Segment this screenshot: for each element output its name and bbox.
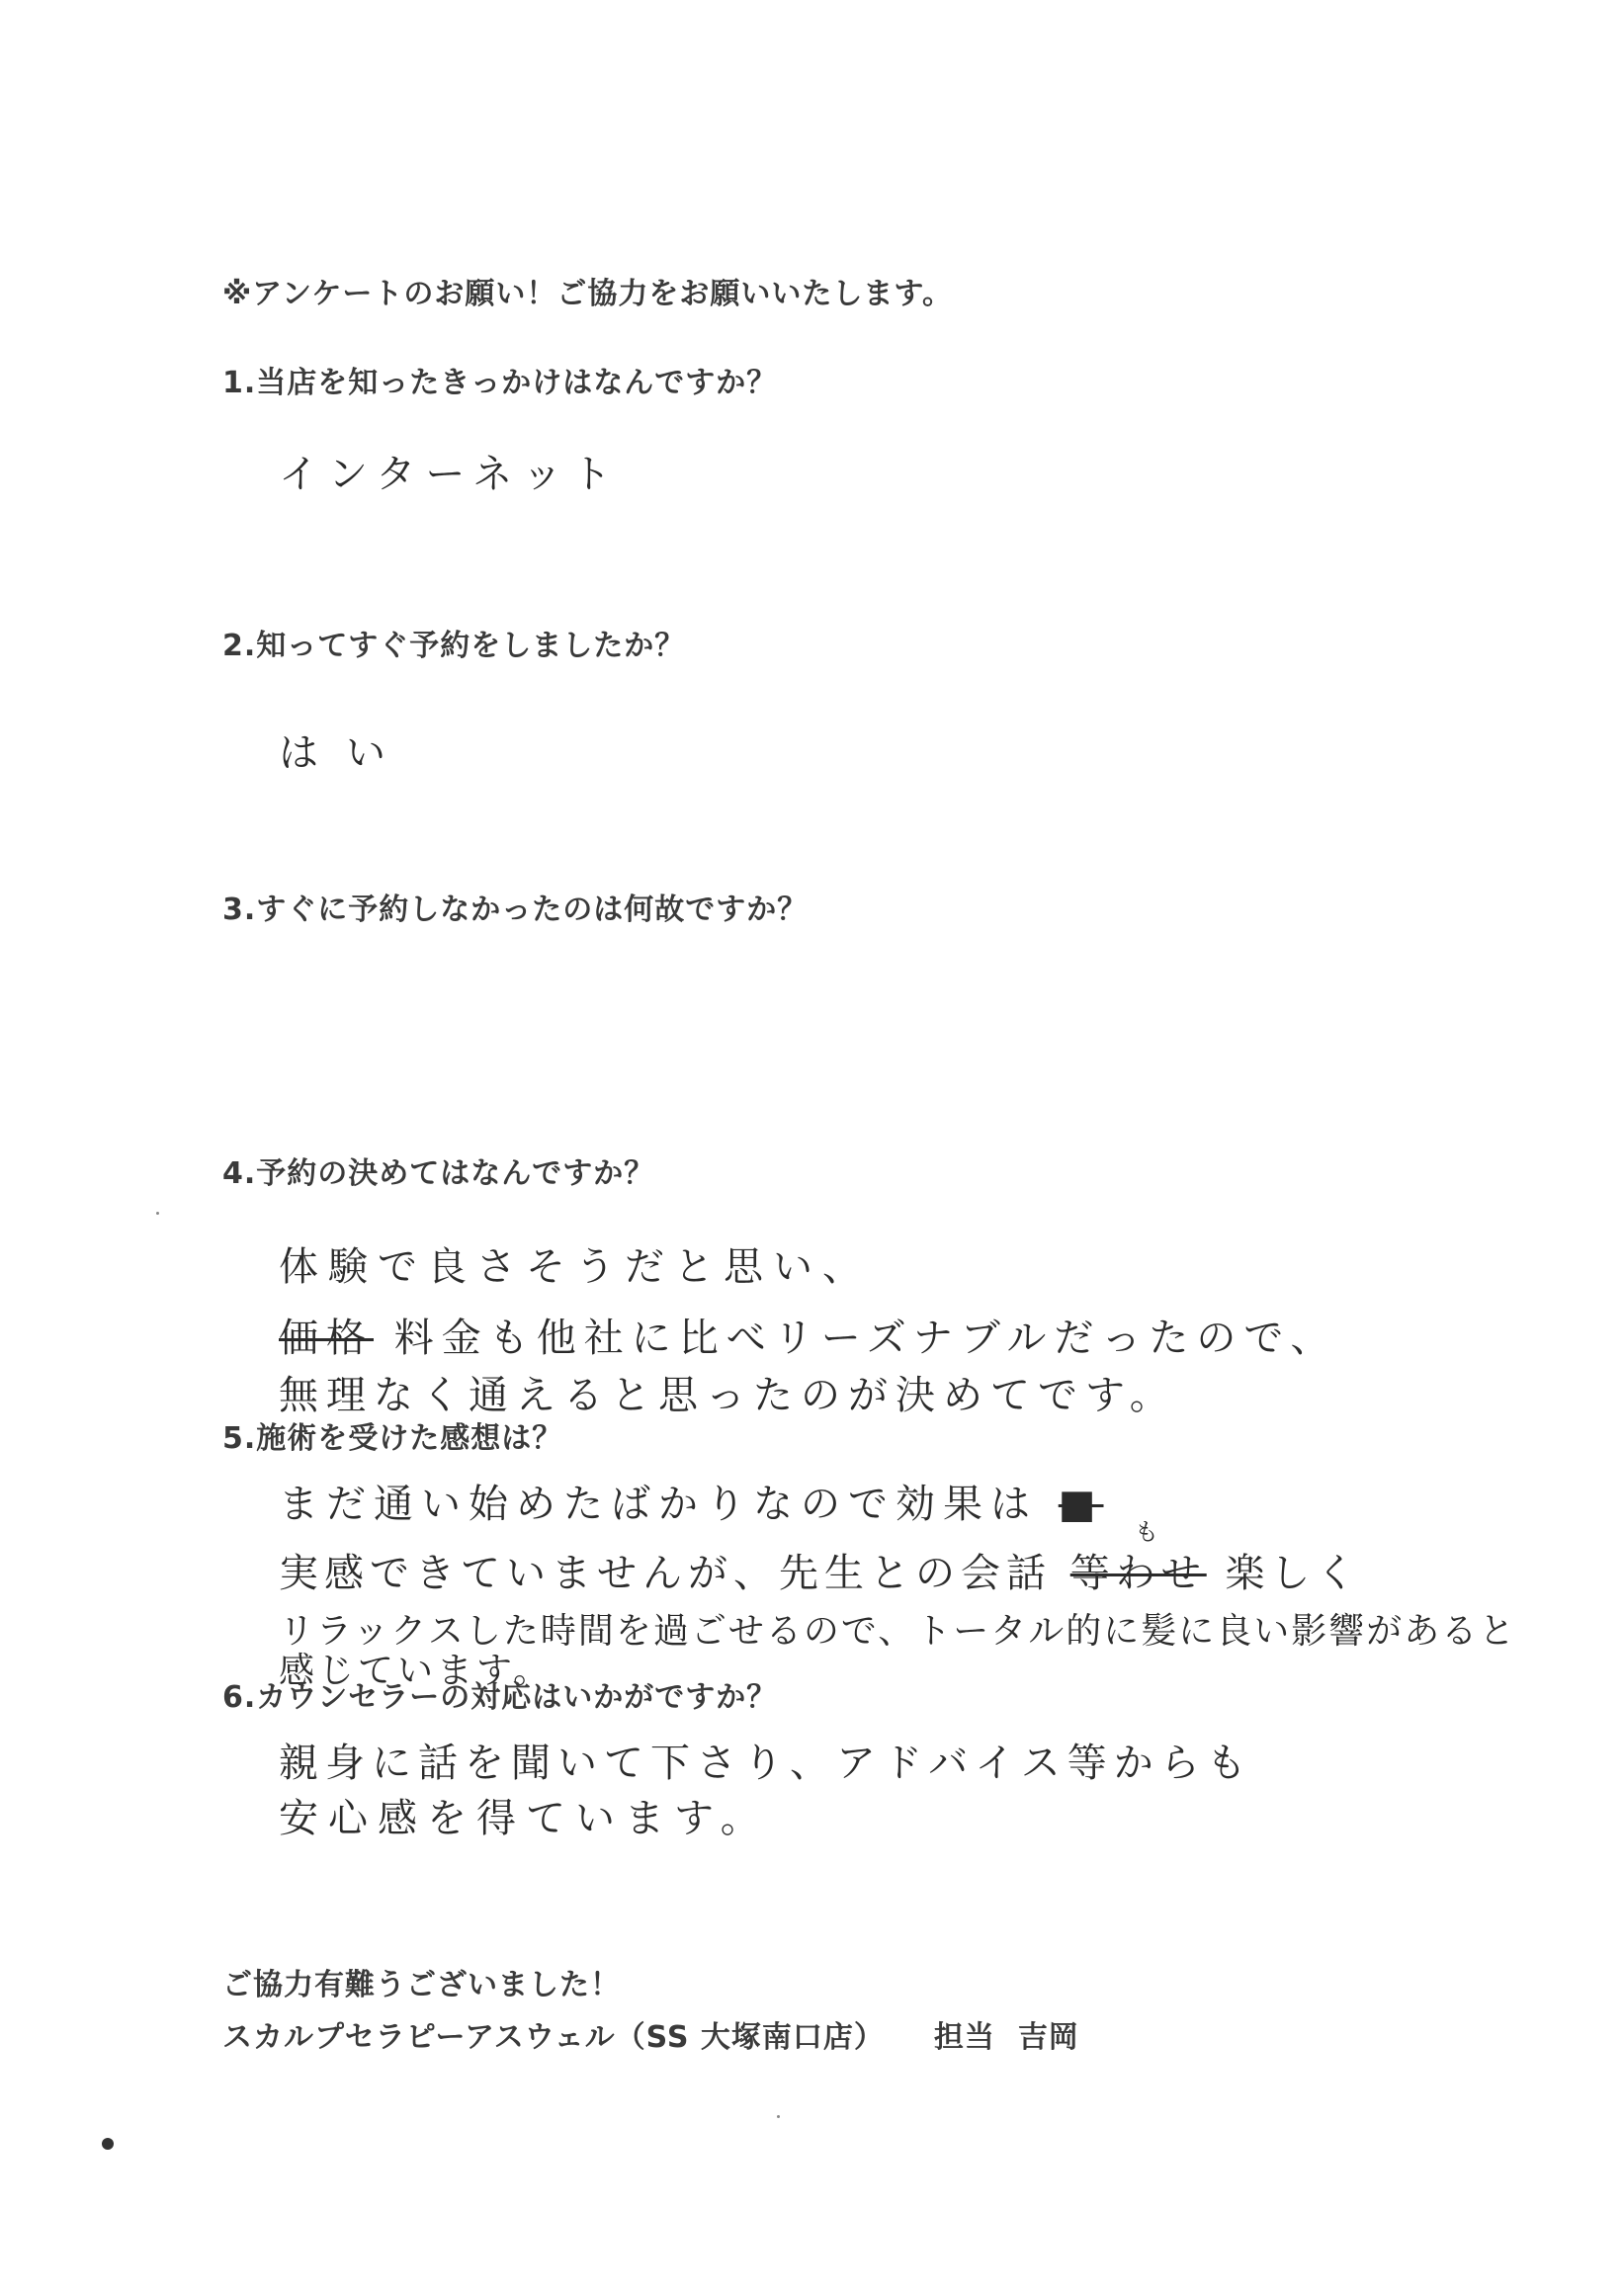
answer-6-line-1: 親身に話を聞いて下さり、アドバイス等からも: [279, 1741, 1253, 1786]
answer-4-line-3: 無理なく通えると思ったのが決めてです。: [279, 1373, 1177, 1418]
footer-signature: [222, 2012, 1079, 2056]
footer-shop-name: スカルプセラピーアスウェル（SS 大塚南口店）: [222, 2020, 885, 2055]
question-1-label: 1.当店を知ったきっかけはなんですか？: [222, 366, 778, 400]
survey-title: ※アンケートのお願い！ご協力をお願いいたします。: [222, 277, 953, 311]
question-6-label: 6.カウンセラーの対応はいかがですか？: [222, 1680, 778, 1715]
answer-5-line-2-text: 実感できていませんが、先生との会話: [279, 1551, 1052, 1596]
answer-2-line-1: はい: [279, 730, 413, 776]
answer-5-line-3: リラックスした時間を過ごせるので、トータル的に髪に良い影響があると: [279, 1611, 1517, 1652]
answer-5-line-1-text: まだ通い始めたばかりなので効果は: [279, 1482, 1038, 1527]
question-2-label: 2.知ってすぐ予約をしましたか？: [222, 629, 686, 663]
footer-thanks: ご協力有難うございました！: [222, 1968, 621, 2002]
answer-1-line-1: インターネット: [279, 452, 622, 497]
answer-5-line-1: [279, 1473, 1104, 1529]
question-5-label: 5.施術を受けた感想は？: [222, 1421, 563, 1456]
answer-4-line-2: [279, 1307, 1338, 1363]
answer-5-line-2-tail: 楽しく: [1225, 1551, 1362, 1596]
answer-5-line-4: 感じています。: [279, 1651, 554, 1691]
answer-5-insertion: も: [1135, 1518, 1158, 1546]
answer-4-struck-text: 価格: [279, 1316, 374, 1361]
answer-5-struck-text-b: 等わせ: [1069, 1551, 1207, 1596]
answer-4-line-2-text: 料金も他社に比べリーズナブルだったので、: [393, 1316, 1338, 1361]
answer-5-line-2: [279, 1542, 1361, 1598]
scan-speck: [156, 1212, 159, 1215]
scan-dot: [102, 2138, 114, 2150]
answer-4-line-1: 体験で良さそうだと思い、: [279, 1244, 872, 1290]
answer-5-struck-text-a: ■: [1058, 1482, 1104, 1527]
answer-6-line-2: 安心感を得ています。: [279, 1796, 770, 1841]
footer-staff-label: 担当: [933, 2020, 995, 2055]
question-3-label: 3.すぐに予約しなかったのは何故ですか？: [222, 893, 809, 927]
scan-speck: [777, 2115, 780, 2118]
footer-staff-name: 吉岡: [1017, 2020, 1079, 2055]
question-4-label: 4.予約の決めてはなんですか？: [222, 1156, 655, 1191]
